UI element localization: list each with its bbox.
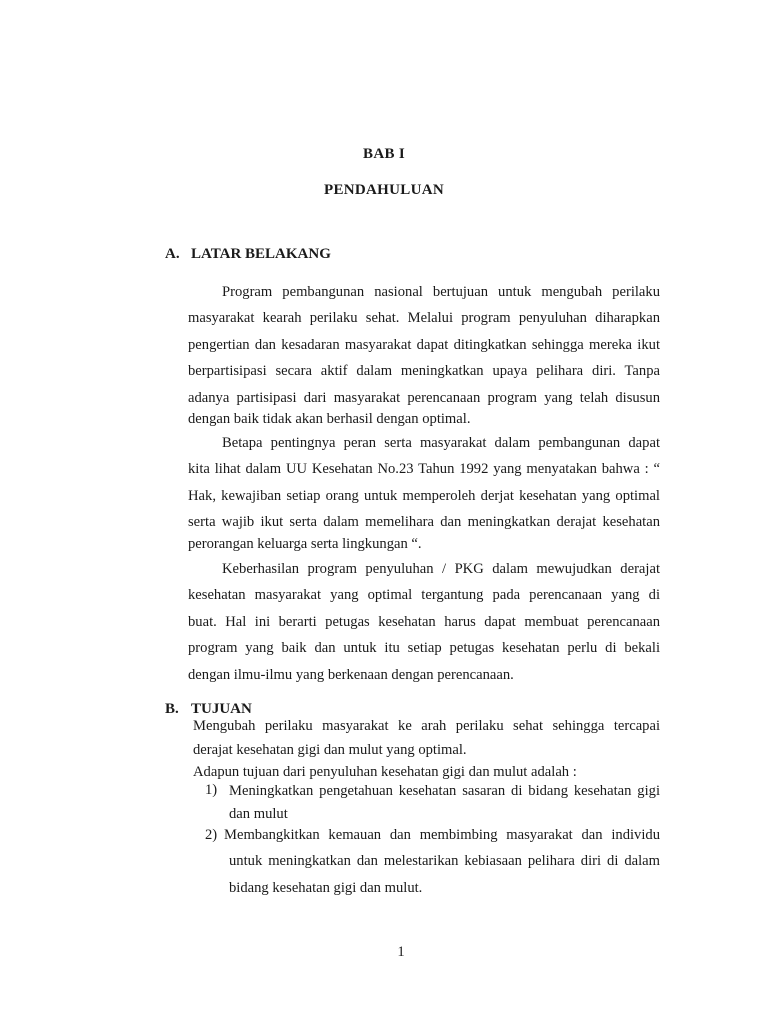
text-line: dengan ilmu-ilmu yang berkenaan dengan perencanaan. [188,666,514,683]
text-line: dengan baik tidak akan berhasil dengan optimal. [188,411,471,428]
text-line: Mengubah perilaku masyarakat ke arah perilaku sehat sehingga tercapai [193,718,660,734]
text-line: berpartisipasi secara aktif dalam meningkatkan upaya pelihara diri. Tanpa [188,363,660,380]
text-line: Keberhasilan program penyuluhan / PKG dalam mewujudkan derajat [222,561,660,577]
text-line: adanya partisipasi dari masyarakat perencanaan program yang telah disusun [188,389,660,406]
paragraph-latar-belakang-3 [188,556,660,688]
chapter-title: PENDAHULUAN [324,182,444,198]
text-line: untuk meningkatkan dan melestarikan kebiasaan pelihara diri di dalam [229,853,660,870]
list-item-1-marker: 1) [205,782,218,798]
section-a-heading [165,246,331,263]
chapter-number: BAB I [363,146,405,162]
text-line: Meningkatkan pengetahuan kesehatan sasaran di bidang kesehatan gigi [229,783,660,799]
section-b-title: TUJUAN [191,701,252,717]
text-line: pengertian dan kesadaran masyarakat dapat ditingkatkan sehingga mereka ikut [188,336,660,353]
text-line: program yang baik dan untuk itu setiap petugas kesehatan perlu di bekali [188,640,660,657]
text-line: dan mulut [229,806,288,823]
section-a-title: LATAR BELAKANG [191,246,331,262]
tujuan-list-intro: Adapun tujuan dari penyuluhan kesehatan gigi dan mulut adalah : [193,764,577,780]
text-line: masyarakat kearah perilaku sehat. Melalui program penyuluhan diharapkan [188,310,660,327]
text-line: Betapa pentingnya peran serta masyarakat dalam pembangunan dapat [222,435,660,451]
paragraph-latar-belakang-2 [188,430,660,553]
text-line: Hak, kewajiban setiap orang untuk memperoleh derjat kesehatan yang optimal [188,487,660,504]
text-line: bidang kesehatan gigi dan mulut. [229,879,423,896]
text-line: derajat kesehatan gigi dan mulut yang optimal. [193,742,467,759]
section-a-number: A. [165,246,180,262]
text-line: Membangkitkan kemauan dan membimbing masyarakat dan individu [224,827,660,843]
text-line: kesehatan masyarakat yang optimal tergantung pada perencanaan yang di [188,587,660,604]
paragraph-latar-belakang-1 [188,279,660,428]
list-item-2 [224,822,660,901]
list-item-2-marker: 2) [205,827,218,843]
text-line: serta wajib ikut serta dalam memelihara dan meningkatkan derajat kesehatan [188,514,660,531]
page-number: 1 [397,944,405,960]
text-line: perorangan keluarga serta lingkungan “. [188,535,422,552]
text-line: kita lihat dalam UU Kesehatan No.23 Tahun 1992 yang menyatakan bahwa : “ [188,461,660,478]
section-b-number: B. [165,701,179,717]
list-item-1 [229,778,660,824]
text-line: buat. Hal ini berarti petugas kesehatan harus dapat membuat perencanaan [188,613,660,630]
text-line: Program pembangunan nasional bertujuan untuk mengubah perilaku [222,284,660,300]
tujuan-intro [193,713,660,761]
